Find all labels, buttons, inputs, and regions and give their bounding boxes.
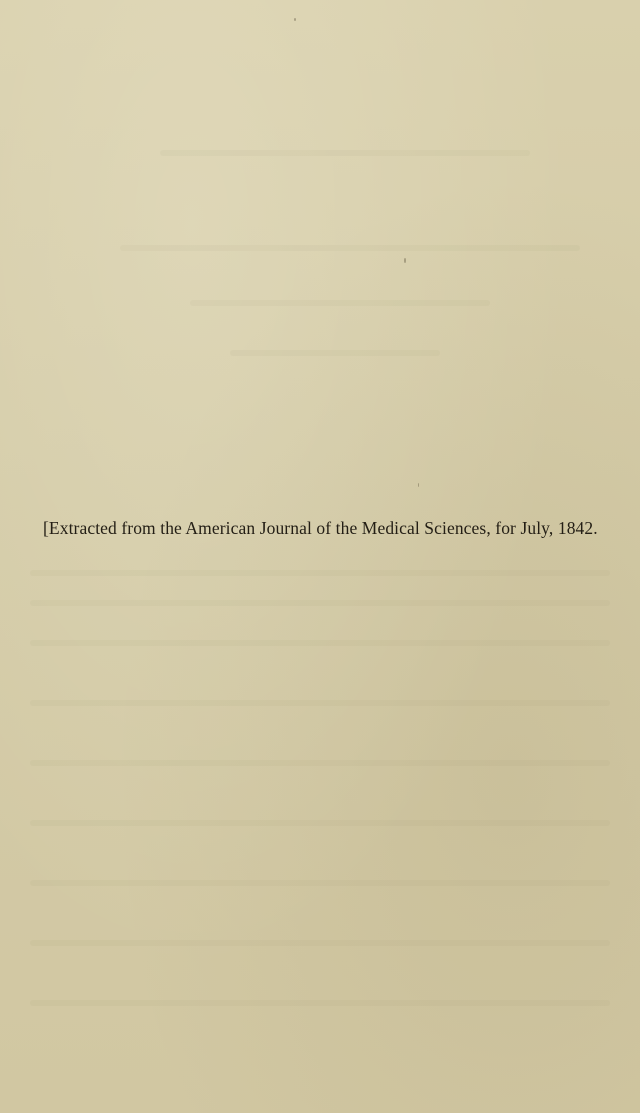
paper-speck [418, 483, 419, 487]
bleed-through-line [30, 600, 610, 606]
bleed-through-line [30, 1000, 610, 1006]
bleed-through-line [230, 350, 440, 356]
bleed-through-line [30, 880, 610, 886]
bleed-through-line [30, 940, 610, 946]
paper-speck [294, 18, 296, 21]
paper-speck [404, 258, 406, 263]
bleed-through-line [120, 245, 580, 251]
bleed-through-line [30, 700, 610, 706]
bleed-through-line [30, 820, 610, 826]
extract-source-note: [Extracted from the American Journal of the Medical Sciences, for July, 1842. [43, 518, 598, 538]
bleed-through-line [30, 570, 610, 576]
bleed-through-line [30, 640, 610, 646]
bleed-through-line [160, 150, 530, 156]
bleed-through-line [190, 300, 490, 306]
bleed-through-line [30, 760, 610, 766]
